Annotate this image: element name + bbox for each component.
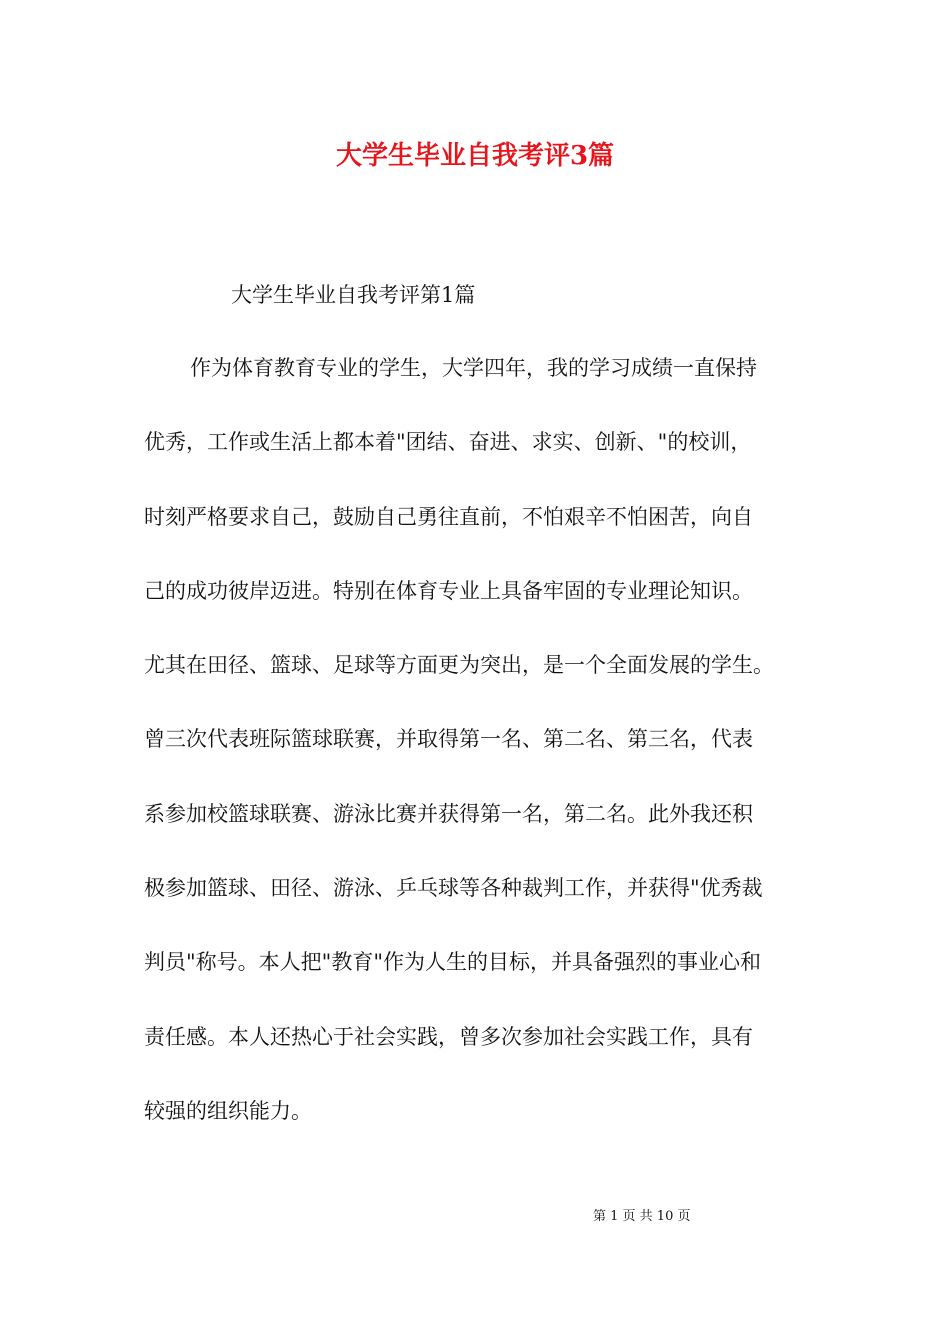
body-line: 判员"称号。本人把"教育"作为人生的目标，并具备强烈的事业心和 <box>144 950 761 975</box>
body-line: 系参加校篮球联赛、游泳比赛并获得第一名，第二名。此外我还积 <box>144 801 753 826</box>
body-line: 责任感。本人还热心于社会实践，曾多次参加社会实践工作，具有 <box>144 1024 753 1049</box>
body-line: 曾三次代表班际篮球联赛，并取得第一名、第二名、第三名，代表 <box>144 727 753 752</box>
section-heading: 大学生毕业自我考评第1篇 <box>231 283 476 307</box>
body-line: 己的成功彼岸迈进。特别在体育专业上具备牢固的专业理论知识。 <box>144 578 753 603</box>
body-line: 优秀，工作或生活上都本着"团结、奋进、求实、创新、"的校训， <box>144 430 752 455</box>
body-text <box>144 350 824 1167</box>
body-line: 较强的组织能力。 <box>144 1098 312 1123</box>
body-line: 时刻严格要求自己，鼓励自己勇往直前，不怕艰辛不怕困苦，向自 <box>144 504 753 529</box>
body-line: 极参加篮球、田径、游泳、乒乓球等各种裁判工作，并获得"优秀裁 <box>144 876 763 901</box>
body-line: 作为体育教育专业的学生，大学四年，我的学习成绩一直保持 <box>190 356 757 380</box>
document-title: 大学生毕业自我考评3篇 <box>335 141 615 171</box>
page-number-footer: 第 1 页 共 10 页 <box>593 1209 691 1224</box>
body-line: 尤其在田径、篮球、足球等方面更为突出，是一个全面发展的学生。 <box>144 653 774 678</box>
